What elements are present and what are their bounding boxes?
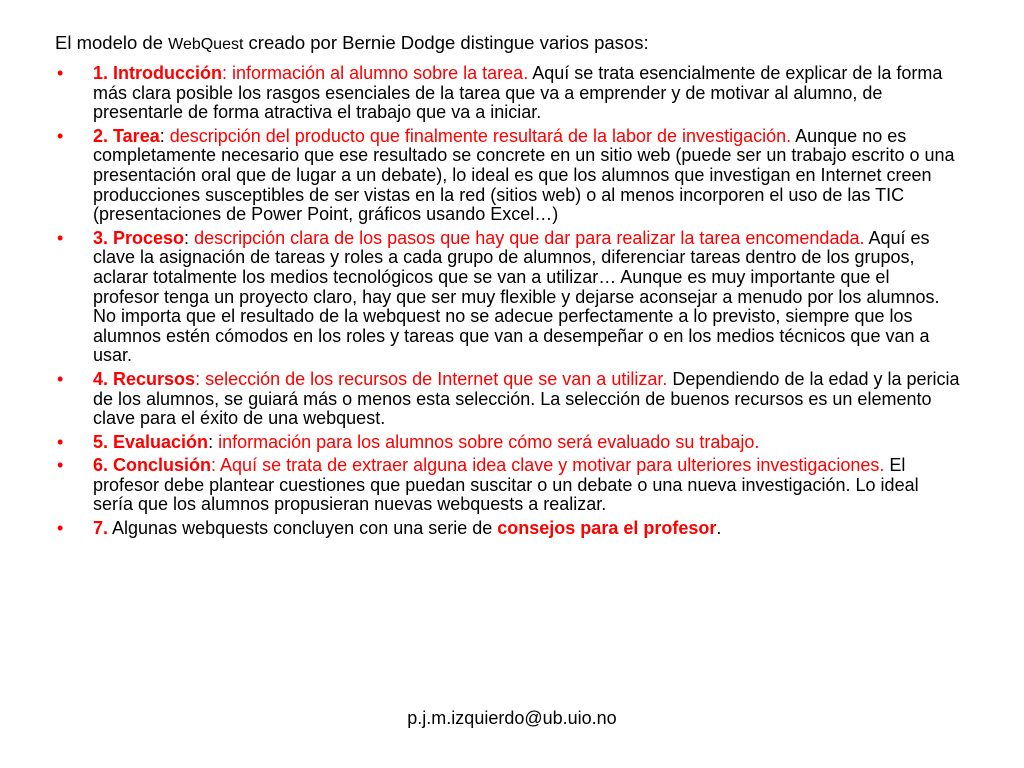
step-colon: :	[222, 63, 228, 83]
step-title: 5. Evaluación	[93, 431, 209, 452]
step-text: Algunas webquests concluyen con una serie de	[108, 518, 498, 539]
step-title: 4. Recursos	[93, 368, 196, 389]
step-evaluacion	[55, 433, 960, 453]
step-colon: :	[208, 431, 214, 452]
step-colon: :	[184, 227, 190, 248]
bullet-icon: •	[57, 431, 64, 452]
step-highlight: descripción clara de los pasos que hay que dar para realizar la tarea encomendada.	[189, 227, 865, 248]
step-title: 7.	[93, 518, 109, 539]
steps-list	[55, 64, 960, 539]
step-colon: :	[159, 125, 165, 146]
intro-brand: WebQuest	[168, 36, 244, 53]
footer-email: p.j.m.izquierdo@ub.uio.no	[407, 708, 617, 728]
step-title: 6. Conclusión	[93, 455, 212, 476]
step-title: 1. Introducción	[93, 63, 223, 83]
step-tarea	[55, 127, 960, 225]
step-text: Aquí es clave la asignación de tareas y roles a cada grupo de alumnos, diferenciar tareas dentro de los grupos, aclarar totalmente los medios tecnológicos que se van a utilizar… Aunque es muy importante que el profesor tenga un proyecto claro, hay que ser muy flexible y dejarse aconsejar a menudo por los alumnos. No importa que el resultado de la webquest no se adecue perfectamente a lo previsto, siempre que los alumnos estén cómodos en los roles y tareas que van a desempeñar o en los medios técnicos que van a usar.	[93, 227, 940, 366]
intro-before: El modelo de	[55, 32, 169, 53]
step-consejos	[55, 519, 960, 539]
step-highlight: información al alumno sobre la tarea.	[227, 63, 529, 83]
step-text: Aunque no es completamente necesario que ese resultado se concrete en un sitio web (puede ser un trabajo escrito o una presentación oral que de lugar a un debate), lo ideal es que los alumnos que investigan en Internet creen producciones susceptibles de ser vistas en la red (sitios web) o al menos incorporen el uso de las TIC (presentaciones de Power Point, gráficos usando Excel…)	[93, 125, 955, 225]
step-highlight: Aquí se trata de extraer alguna idea clave y motivar para ulteriores investigaciones.	[216, 455, 885, 476]
step-highlight: selección de los recursos de Internet que se van a utilizar.	[200, 368, 668, 389]
step-colon: :	[211, 455, 217, 476]
step-title: 2. Tarea	[93, 125, 160, 146]
bullet-icon: •	[57, 368, 64, 389]
bullet-icon: •	[57, 518, 64, 539]
step-title: 3. Proceso	[93, 227, 185, 248]
bullet-icon: •	[57, 455, 64, 476]
step-text: El profesor debe plantear cuestiones que puedan suscitar o un debate o una nueva investigación. Lo ideal sería que los alumnos propusieran nuevas webquests a realizar.	[93, 455, 919, 515]
step-highlight: información para los alumnos sobre cómo será evaluado su trabajo.	[213, 431, 760, 452]
slide-body	[55, 32, 960, 543]
bullet-icon: •	[57, 125, 64, 146]
step-introduccion	[55, 64, 960, 123]
intro-sentence	[55, 32, 960, 56]
bullet-icon: •	[57, 227, 64, 248]
intro-after: creado por Bernie Dodge distingue varios pasos:	[243, 32, 649, 53]
step-colon: :	[195, 368, 201, 389]
bullet-icon: •	[57, 63, 64, 83]
step-end: .	[716, 518, 722, 539]
step-proceso	[55, 229, 960, 366]
step-recursos	[55, 370, 960, 429]
step-text: Dependiendo de la edad y la pericia de los alumnos, se guiará más o menos esta selección. La selección de buenos recursos es un elemento clave para el éxito de una webquest.	[93, 368, 960, 429]
step-conclusion	[55, 456, 960, 515]
step-highlight: consejos para el profesor	[497, 518, 717, 539]
step-highlight: descripción del producto que finalmente resultará de la labor de investigación.	[164, 125, 792, 146]
step-text: Aquí se trata esencialmente de explicar de la forma más clara posible los rasgos esenciales de la tarea que va a emprender y de motivar al alumno, de presentarle de forma atractiva el trabajo que va a iniciar.	[93, 63, 943, 123]
